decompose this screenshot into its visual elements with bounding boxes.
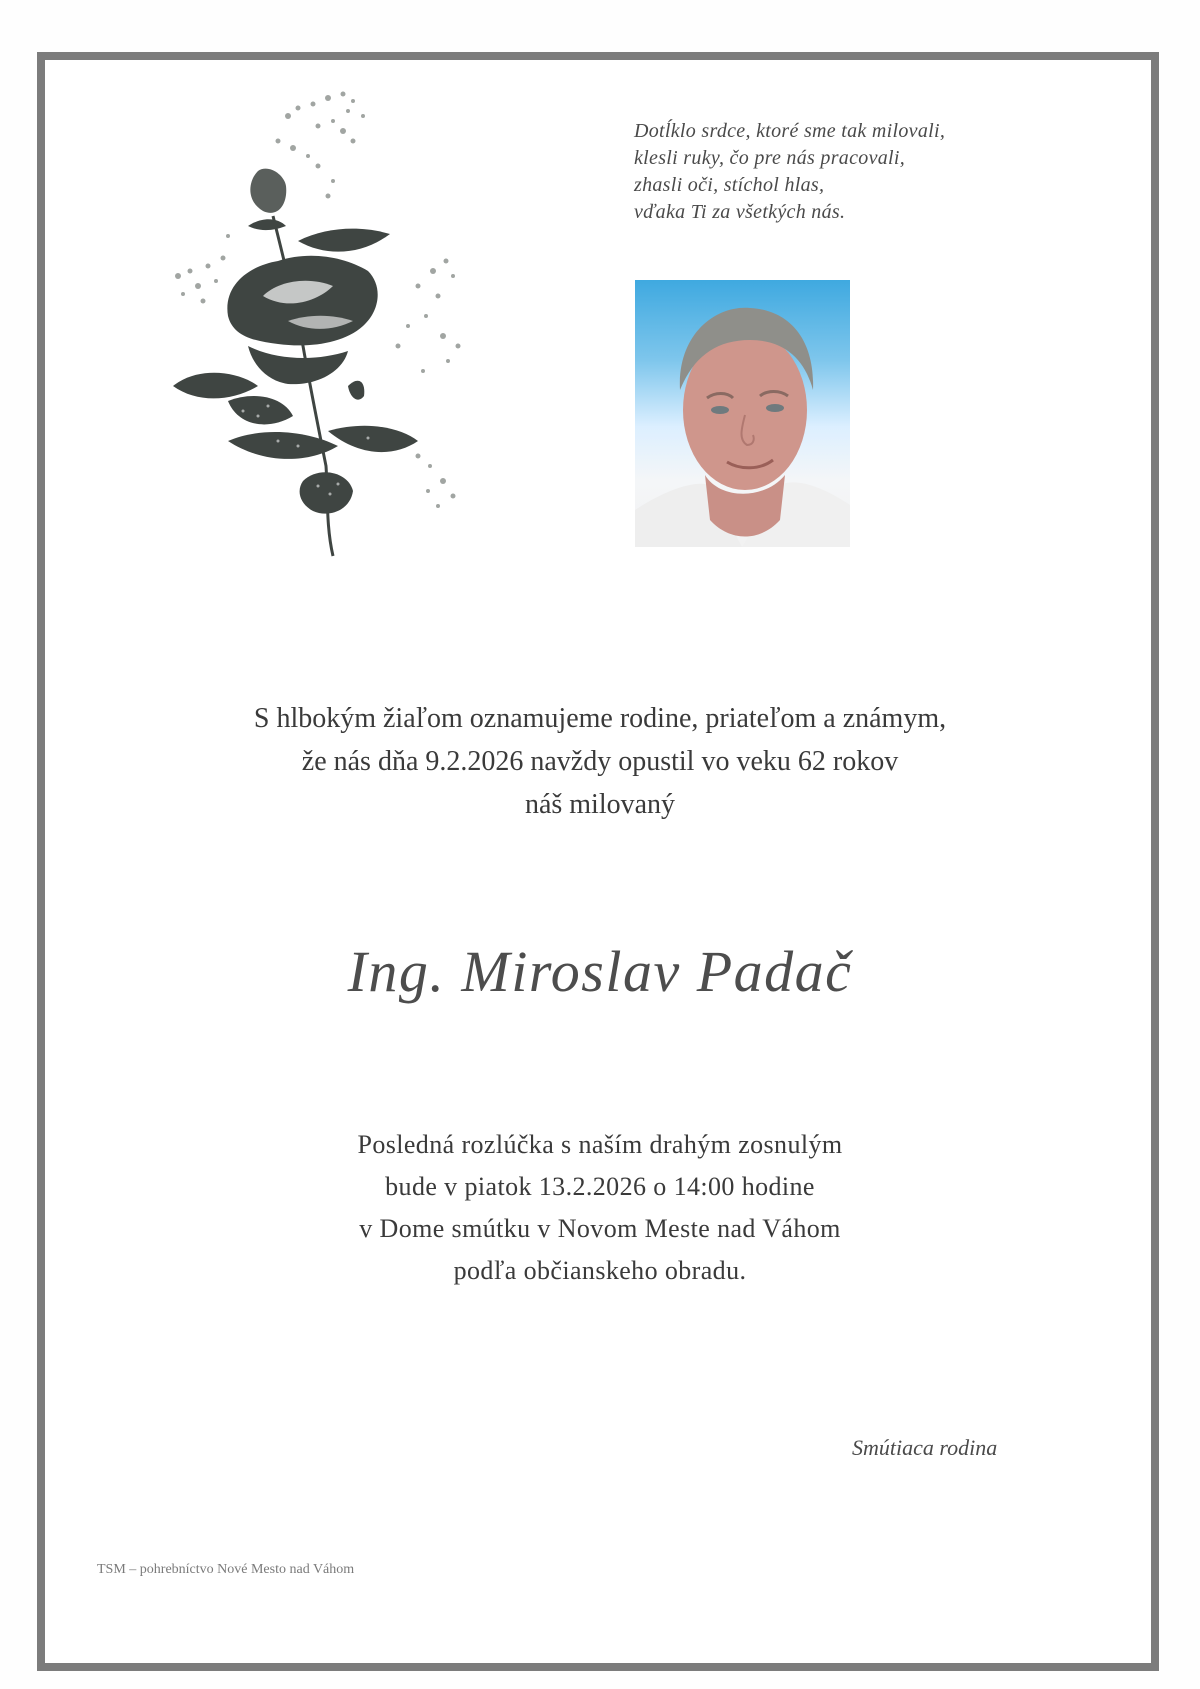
funeral-line: podľa občianskeho obradu. bbox=[453, 1256, 747, 1285]
announcement-line: náš milovaný bbox=[524, 789, 676, 820]
death-announcement bbox=[100, 697, 1100, 826]
funeral-details bbox=[100, 1124, 1100, 1292]
announcement-line: S hlbokým žiaľom oznamujeme rodine, priateľom a známym, bbox=[253, 703, 947, 734]
portrait-photo bbox=[635, 280, 850, 547]
rose-icon bbox=[168, 86, 468, 564]
funeral-line: bude v piatok 13.2.2026 o 14:00 hodine bbox=[385, 1172, 815, 1201]
poem-line: Dotĺklo srdce, ktoré sme tak milovali, bbox=[634, 120, 946, 142]
funeral-line: Posledná rozlúčka s naším drahým zosnulým bbox=[357, 1130, 843, 1159]
poem-line: zhasli oči, stíchol hlas, bbox=[634, 174, 825, 196]
funeral-service-footer: TSM – pohrebníctvo Nové Mesto nad Váhom bbox=[97, 1562, 355, 1577]
memorial-poem bbox=[634, 118, 945, 226]
poem-line: vďaka Ti za všetkých nás. bbox=[634, 201, 846, 223]
poem-line: klesli ruky, čo pre nás pracovali, bbox=[634, 147, 906, 169]
funeral-line: v Dome smútku v Novom Meste nad Váhom bbox=[359, 1214, 841, 1243]
announcement-line: že nás dňa 9.2.2026 navždy opustil vo veku 62 rokov bbox=[301, 746, 899, 777]
deceased-name: Ing. Miroslav Padač bbox=[347, 939, 853, 1004]
family-signature: Smútiaca rodina bbox=[852, 1435, 998, 1460]
portrait-figure-icon bbox=[635, 280, 850, 547]
